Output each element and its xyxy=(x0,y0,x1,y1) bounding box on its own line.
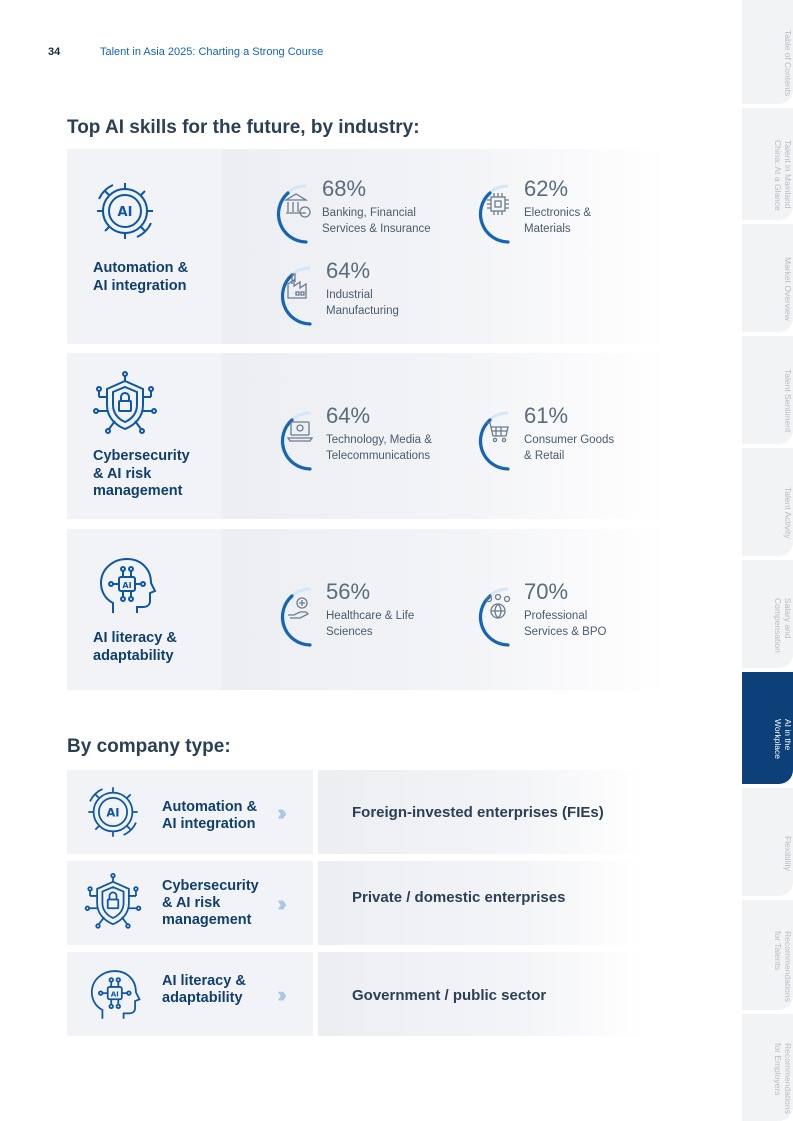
tab-label: Recommendations for Talents xyxy=(773,930,793,1002)
tab-label: Talent in Mainland China: At a Glance xyxy=(773,139,793,211)
ai-head-icon xyxy=(91,551,159,619)
stat-value: 61% xyxy=(524,403,569,428)
stat-value: 62% xyxy=(524,176,569,201)
category-panel xyxy=(67,353,222,519)
stat-consumer-goods xyxy=(472,405,672,475)
tab-label: Market Overview xyxy=(783,257,793,321)
stat-industry: Healthcare & Life Sciences xyxy=(326,610,415,638)
stat-value: 70% xyxy=(524,579,569,604)
chevrons-icon: ››› xyxy=(277,982,281,1007)
stat-industry: Electronics & Materials xyxy=(524,207,592,235)
stats-panel xyxy=(222,529,667,690)
category-panel xyxy=(67,770,313,854)
shield-lock-icon xyxy=(83,873,143,933)
stat-industry: Professional Services & BPO xyxy=(524,610,607,638)
tab-talent-at-a-glance[interactable] xyxy=(742,108,793,220)
stats-panel xyxy=(222,149,667,344)
industry-row-cybersecurity xyxy=(67,353,667,519)
tab-label: Salary and Compensation xyxy=(773,597,793,653)
company-row-fie xyxy=(67,770,647,854)
company-type-label: Government / public sector xyxy=(352,987,547,1004)
tab-salary-compensation[interactable] xyxy=(742,560,793,668)
industry-row-ai-literacy xyxy=(67,529,667,690)
stat-industry: Banking, Financial Services & Insurance xyxy=(322,207,431,235)
tab-ai-in-the-workplace[interactable] xyxy=(742,672,793,784)
ai-gear-icon xyxy=(91,177,159,245)
tab-label: AI in the Workplace xyxy=(773,719,793,759)
stat-industry: Industrial Manufacturing xyxy=(326,289,399,317)
stat-banking xyxy=(270,178,470,248)
tab-label: Table of Contents xyxy=(783,29,793,97)
category-label: Automation & AI integration xyxy=(162,799,258,832)
category-label: AI literacy & adaptability xyxy=(93,630,177,664)
industry-row-automation xyxy=(67,149,667,344)
stat-industry: Consumer Goods & Retail xyxy=(524,434,615,462)
stat-value: 64% xyxy=(326,403,371,428)
stat-value: 56% xyxy=(326,579,371,604)
tab-market-overview[interactable] xyxy=(742,224,793,332)
company-type-label: Foreign-invested enterprises (FIEs) xyxy=(352,804,604,821)
category-label: Automation & AI integration xyxy=(93,260,189,294)
chip-icon xyxy=(487,193,509,215)
category-panel xyxy=(67,529,222,690)
stats-panel xyxy=(222,353,667,519)
stat-manufacturing xyxy=(274,260,474,330)
category-label: Cybersecurity & AI risk management xyxy=(162,878,259,928)
tab-recommendations-employers[interactable] xyxy=(742,1014,793,1121)
stat-technology xyxy=(274,405,474,475)
category-label: Cybersecurity & AI risk management xyxy=(93,448,190,499)
ai-gear-icon xyxy=(83,782,143,842)
tab-recommendations-talents[interactable] xyxy=(742,900,793,1010)
tab-table-of-contents[interactable] xyxy=(742,0,793,104)
tab-label: Recommendations for Employers xyxy=(773,1043,793,1114)
laptop-icon xyxy=(288,422,312,441)
healthcare-icon xyxy=(288,598,308,618)
report-title: Talent in Asia 2025: Charting a Strong Course xyxy=(100,46,324,58)
company-section-heading: By company type: xyxy=(67,736,231,757)
category-panel xyxy=(67,861,313,945)
bank-icon xyxy=(286,194,310,217)
tab-talent-activity[interactable] xyxy=(742,448,793,556)
tab-label: Talent Activity xyxy=(783,487,793,539)
tab-label: Talent Sentiment xyxy=(783,369,793,433)
category-panel xyxy=(67,952,313,1036)
cart-icon xyxy=(486,423,508,442)
category-panel xyxy=(67,149,222,344)
stat-electronics xyxy=(472,178,672,248)
company-row-government xyxy=(67,952,647,1036)
company-row-private xyxy=(67,861,647,945)
stat-healthcare xyxy=(274,581,474,651)
chevrons-icon: ››› xyxy=(277,891,281,916)
stat-value: 64% xyxy=(326,258,371,283)
tab-label: Flexibility xyxy=(783,835,793,871)
shield-lock-icon xyxy=(91,371,159,439)
stat-professional-services xyxy=(472,581,672,651)
tab-flexibility[interactable] xyxy=(742,788,793,896)
ai-head-icon xyxy=(83,964,143,1024)
stat-industry: Technology, Media & Telecommunications xyxy=(326,434,432,462)
category-label: AI literacy & adaptability xyxy=(162,973,246,1006)
page-number: 34 xyxy=(48,46,61,58)
industry-section-heading: Top AI skills for the future, by industry: xyxy=(67,117,420,138)
stat-value: 68% xyxy=(322,176,367,201)
tab-talent-sentiment[interactable] xyxy=(742,336,793,444)
company-type-label: Private / domestic enterprises xyxy=(352,889,566,906)
chevrons-icon: ››› xyxy=(277,800,281,825)
